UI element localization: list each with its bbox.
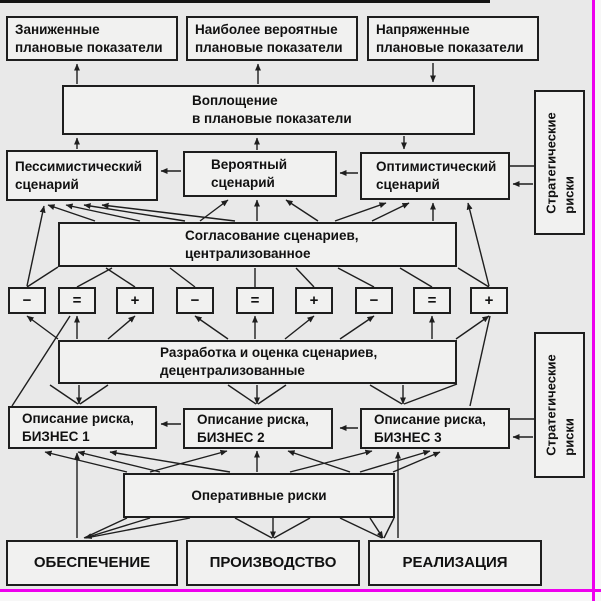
assessment-box-equal-3: [413, 287, 451, 314]
box-label: Описание риска,: [197, 411, 309, 427]
box-label: сценарий: [211, 175, 275, 190]
box-label: ПРОИЗВОДСТВО: [209, 554, 337, 572]
page-border-bottom: [0, 589, 601, 592]
box-strategic-risks-bottom: [534, 332, 585, 478]
assessment-symbol: +: [309, 291, 319, 309]
assessment-box-minus-2: [176, 287, 214, 314]
box-label: сценарий: [15, 176, 79, 192]
assessment-symbol: =: [427, 291, 437, 309]
assessment-box-minus-3: [355, 287, 393, 314]
box-understated-targets: [6, 16, 178, 61]
assessment-symbol: −: [22, 291, 32, 309]
box-embodiment-into-targets: [62, 85, 475, 135]
box-label: Разработка и оценка сценариев,: [160, 345, 378, 361]
rotated-label: [542, 354, 577, 456]
box-label: Заниженные: [15, 21, 100, 37]
assessment-box-equal-1: [58, 287, 96, 314]
page-margin-right: [595, 0, 601, 601]
box-supply: [6, 540, 178, 586]
scan-border-top: [0, 0, 490, 3]
box-label: Напряженные: [376, 21, 470, 37]
box-most-likely-targets: [186, 16, 358, 61]
box-label: централизованное: [185, 245, 311, 261]
box-label: плановые показатели: [15, 39, 163, 55]
box-label: Описание риска,: [22, 410, 134, 426]
assessment-box-plus-3: [470, 287, 508, 314]
box-label: БИЗНЕС 1: [22, 428, 90, 444]
box-operational-risks: [123, 473, 395, 518]
box-sales: [368, 540, 542, 586]
box-strategic-risks-top: [534, 90, 585, 235]
box-label: ОБЕСПЕЧЕНИЕ: [33, 554, 151, 572]
box-label: Описание риска,: [374, 411, 486, 427]
assessment-symbol: −: [369, 291, 379, 309]
box-label: БИЗНЕС 2: [197, 429, 265, 445]
box-label: РЕАЛИЗАЦИЯ: [402, 554, 508, 572]
box-label: риски: [560, 418, 576, 456]
box-risk-description-business-2: [183, 408, 333, 449]
box-label: плановые показатели: [195, 39, 343, 55]
box-label: БИЗНЕС 3: [374, 429, 442, 445]
box-label: риски: [560, 175, 576, 214]
box-label: плановые показатели: [376, 39, 524, 55]
box-label: в плановые показатели: [192, 111, 352, 126]
assessment-symbol: −: [190, 291, 200, 309]
assessment-box-minus-1: [8, 287, 46, 314]
assessment-box-equal-2: [236, 287, 274, 314]
box-label: Пессимистический: [15, 158, 143, 174]
box-label: Оптимистический: [376, 159, 497, 175]
box-label: Вероятный: [211, 157, 288, 173]
assessment-symbol: =: [250, 291, 260, 309]
assessment-box-plus-2: [295, 287, 333, 314]
box-label: Стратегические: [542, 111, 558, 214]
box-probable-scenario: [183, 151, 337, 197]
box-label: Наиболее вероятные: [195, 21, 338, 37]
box-risk-description-business-3: [360, 408, 510, 449]
box-label: Воплощение: [192, 93, 278, 109]
assessment-symbol: +: [130, 291, 140, 309]
box-label: сценарий: [376, 177, 440, 192]
box-label: Согласование сценариев,: [185, 227, 359, 243]
box-scenario-development-decentralized: [58, 340, 457, 384]
box-production: [186, 540, 360, 586]
box-risk-description-business-1: [8, 406, 157, 449]
page-border-right: [592, 0, 595, 601]
page-margin-bottom: [0, 592, 601, 601]
assessment-symbol: =: [72, 291, 82, 309]
box-optimistic-scenario: [360, 152, 510, 200]
assessment-symbol: +: [484, 291, 494, 309]
rotated-label: [542, 112, 577, 214]
box-label: децентрализованные: [160, 363, 305, 378]
box-pessimistic-scenario: [6, 150, 158, 201]
box-scenario-coordination-centralized: [58, 222, 457, 267]
assessment-box-plus-1: [116, 287, 154, 314]
box-label: Оперативные риски: [191, 487, 327, 503]
box-stretched-targets: [367, 16, 539, 61]
box-label: Стратегические: [542, 354, 558, 456]
